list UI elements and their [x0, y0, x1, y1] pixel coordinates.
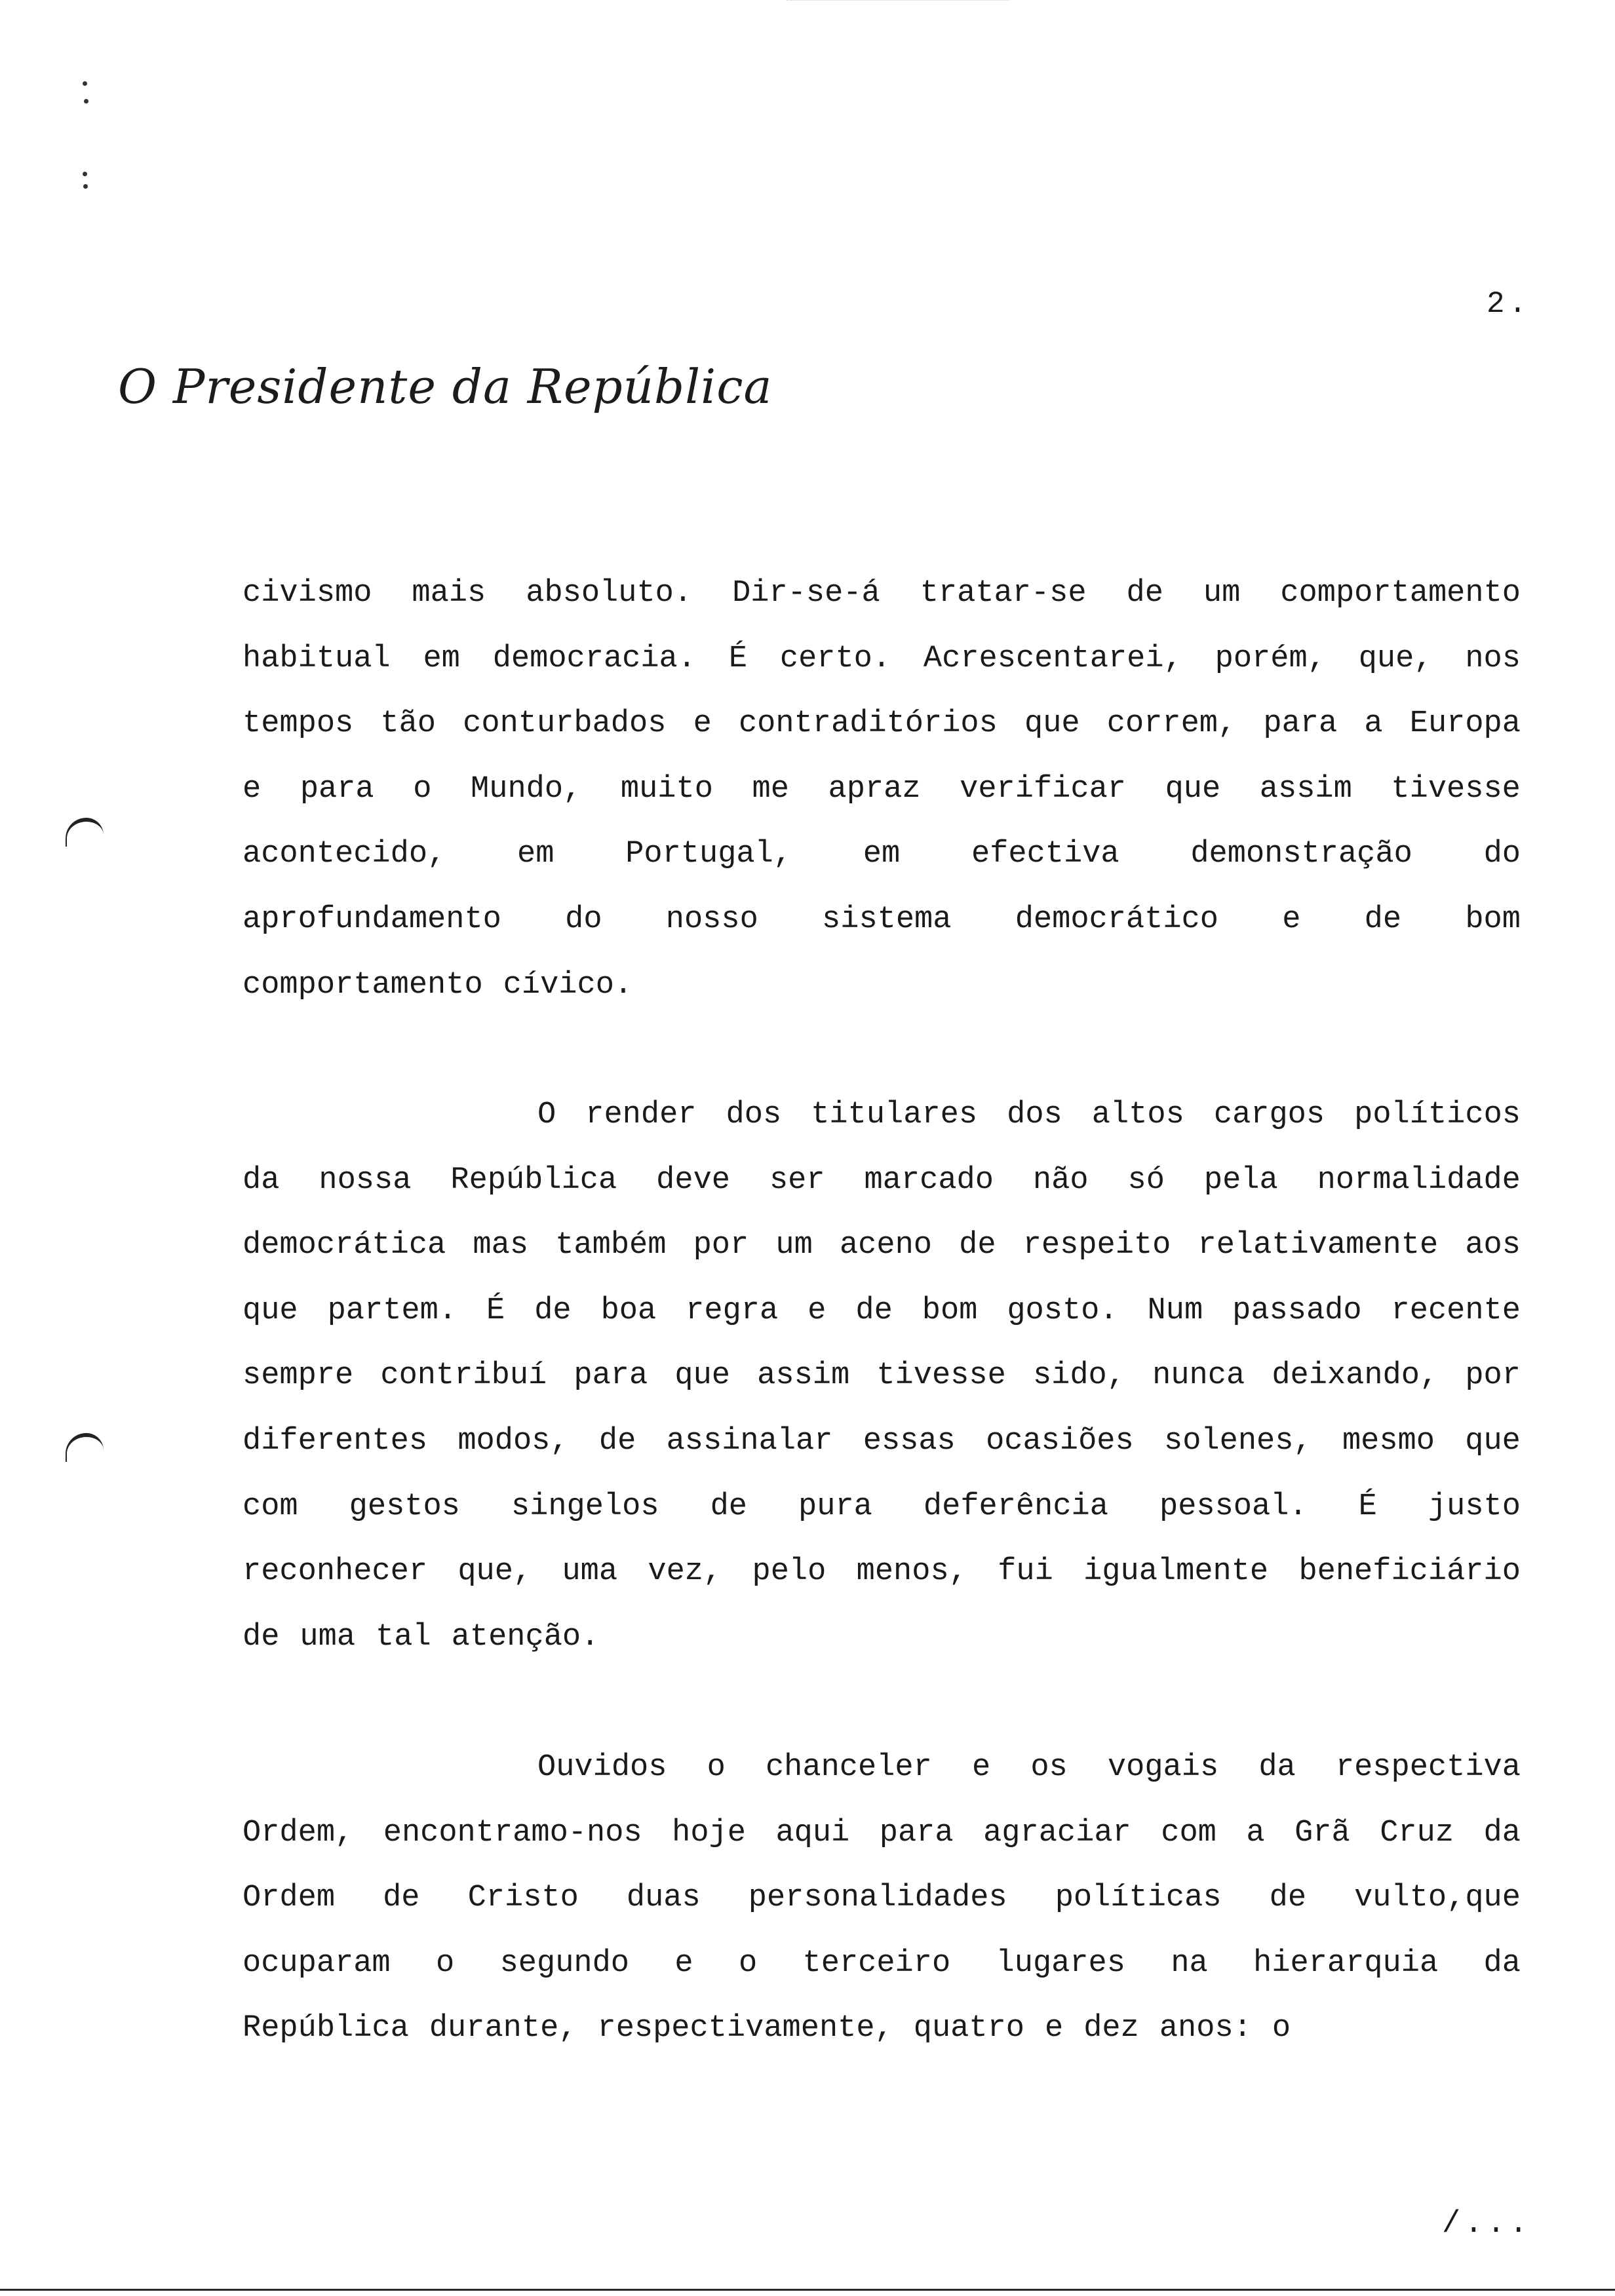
paragraph-1-line: aprofundamento do nosso sistema democrático e de bom	[243, 902, 1521, 937]
paragraph-3-line: Ordem, encontramo-nos hoje aqui para agraciar com a Grã Cruz da	[243, 1816, 1521, 1850]
punch-mark	[83, 172, 87, 176]
paragraph-2-line: da nossa República deve ser marcado não só pela normalidade	[243, 1163, 1521, 1198]
paragraph-2-line: reconhecer que, uma vez, pelo menos, fui igualmente beneficiário	[243, 1554, 1521, 1589]
punch-mark	[84, 99, 88, 104]
paragraph-2-line: que partem. É de boa regra e de bom gosto. Num passado recente	[243, 1293, 1521, 1328]
continuation-mark: /...	[1442, 2207, 1532, 2242]
punch-mark	[83, 81, 87, 86]
paragraph-2-line: de uma tal atenção.	[243, 1620, 600, 1655]
punch-mark	[83, 184, 88, 189]
scan-edge-artifact	[787, 0, 1009, 10]
page-number: 2.	[1487, 287, 1531, 321]
paragraph-1-line: comportamento cívico.	[243, 968, 633, 1003]
paragraph-2-line: sempre contribuí para que assim tivesse sido, nunca deixando, por	[243, 1358, 1521, 1393]
bottom-rule	[0, 2289, 1615, 2291]
paragraph-2-line: com gestos singelos de pura deferência pessoal. É justo	[243, 1489, 1521, 1524]
paragraph-1-line: habitual em democracia. É certo. Acrescentarei, porém, que, nos	[243, 641, 1521, 676]
binding-hole-mark	[66, 1433, 104, 1462]
paragraph-1-line: e para o Mundo, muito me apraz verificar que assim tivesse	[243, 772, 1521, 807]
paragraph-2-line: O render dos titulares dos altos cargos políticos	[537, 1098, 1521, 1132]
paragraph-3-line: Ouvidos o chanceler e os vogais da respectiva	[537, 1750, 1521, 1785]
paragraph-2-line: democrática mas também por um aceno de respeito relativamente aos	[243, 1228, 1521, 1263]
paragraph-1-line: tempos tão conturbados e contraditórios que correm, para a Europa	[243, 706, 1521, 741]
paragraph-3-line: Ordem de Cristo duas personalidades políticas de vulto,que	[243, 1881, 1521, 1915]
letterhead: O Presidente da República	[118, 359, 773, 414]
paragraph-1-line: acontecido, em Portugal, em efectiva demonstração do	[243, 837, 1521, 871]
paragraph-3-line: ocuparam o segundo e o terceiro lugares na hierarquia da	[243, 1946, 1521, 1981]
paragraph-2-line: diferentes modos, de assinalar essas ocasiões solenes, mesmo que	[243, 1424, 1521, 1459]
paragraph-3-line: República durante, respectivamente, quatro e dez anos: o	[243, 2011, 1291, 2046]
paragraph-1-line: civismo mais absoluto. Dir-se-á tratar-se de um comportamento	[243, 576, 1521, 611]
binding-hole-mark	[66, 818, 104, 847]
